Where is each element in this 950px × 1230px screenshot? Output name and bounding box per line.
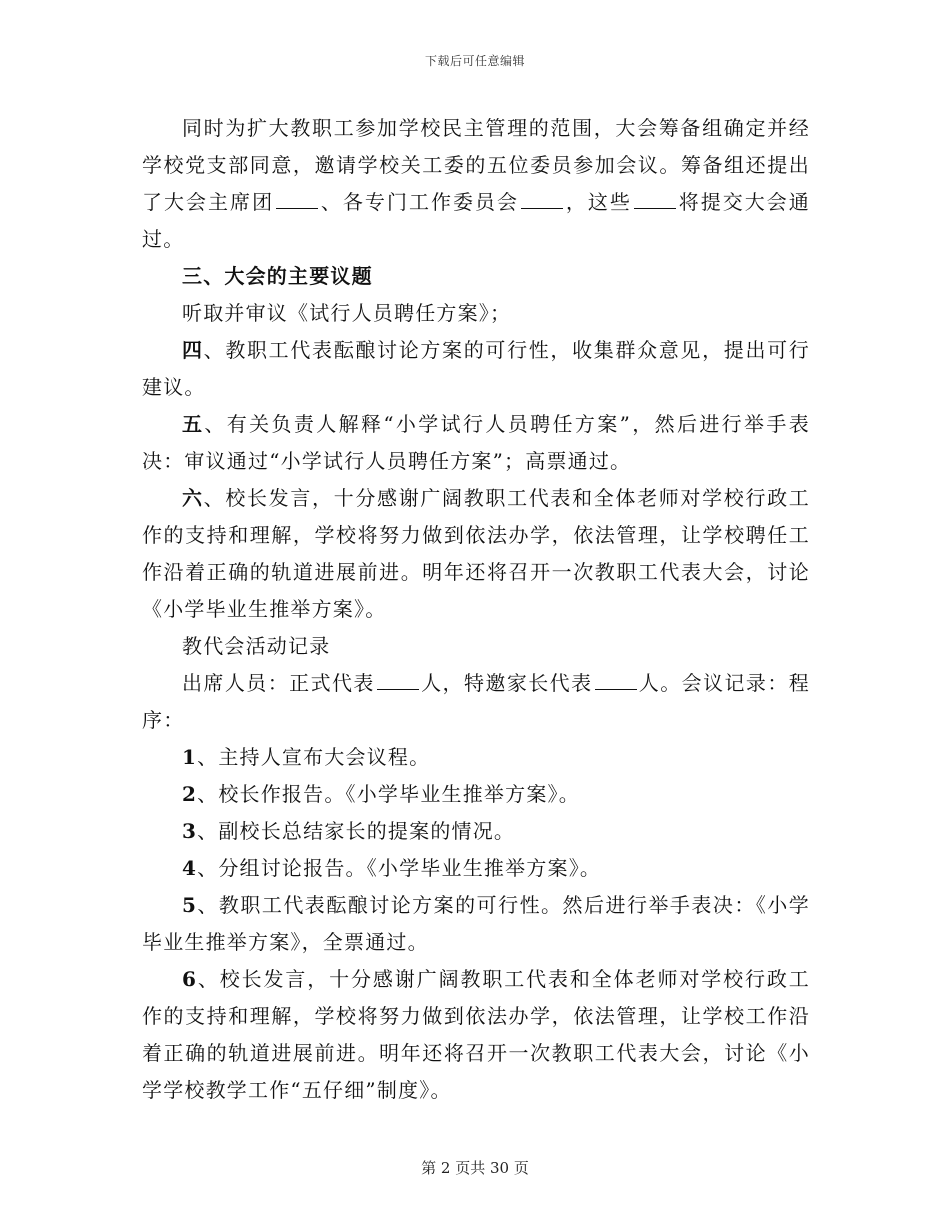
item-number: 3 [182, 819, 198, 843]
item-number: 1 [182, 745, 198, 769]
paragraph-text: 人，特邀家长代表 [420, 671, 593, 695]
paragraph-text: 、校长发言，十分感谢广阔教职工代表和全体老师对学校行政工作的支持和理解，学校将努力做到依法办学，依法管理，让学校聘任工作沿着正确的轨道进展前进。明年还将召开一次教职工代表大会，讨论《小学毕业生推举方案》。 [142, 486, 810, 621]
blank-line [377, 671, 419, 690]
paragraph-text: 将提交大会通过。 [142, 190, 810, 251]
paragraph-item-4 [142, 332, 810, 406]
paragraph-item-6 [142, 480, 810, 628]
paragraph-text: 、教职工代表酝酿讨论方案的可行性，收集群众意见，提出可行建议。 [142, 338, 810, 399]
paragraph-text: 人。会议记录：程序： [142, 671, 810, 732]
list-item-6 [142, 961, 810, 1109]
blank-line [276, 190, 318, 209]
paragraph-text: 、校长作报告。《小学毕业生推举方案》。 [197, 782, 580, 806]
item-number: 四 [182, 338, 204, 362]
item-number: 2 [182, 782, 198, 806]
item-number: 4 [182, 856, 198, 880]
item-number: 六 [182, 486, 204, 510]
paragraph-text: 、分组讨论报告。《小学毕业生推举方案》。 [197, 856, 602, 880]
paragraph-item-5 [142, 406, 810, 480]
blank-line [595, 671, 637, 690]
item-number: 5 [182, 893, 198, 917]
paragraph-text: 出席人员：正式代表 [182, 671, 375, 695]
paragraph-text: 同时为扩大教职工参加学校民主管理的范围，大会筹备组确定并经学校党支部同意，邀请学校关工委的五位委员参加会议。筹备组还提出了大会主席团 [142, 116, 810, 214]
blank-line [634, 190, 676, 209]
paragraph-text: 、主持人宣布大会议程。 [197, 745, 431, 769]
paragraph-record-title: 教代会活动记录 [182, 634, 331, 658]
paragraph-agenda: 听取并审议《试行人员聘任方案》； [182, 301, 512, 325]
page-footer: 第 2 页共 30 页 [421, 1159, 529, 1177]
blank-line [521, 190, 563, 209]
item-number: 五 [182, 412, 205, 436]
paragraph-text: 、校长发言，十分感谢广阔教职工代表和全体老师对学校行政工作的支持和理解，学校将努力做到依法办学，依法管理，让学校工作沿着正确的轨道进展前进。明年还将召开一次教职工代表大会，讨论《小学学校教学工作“五仔细”制度》。 [142, 967, 810, 1102]
paragraph-text: ，这些 [565, 190, 632, 214]
paragraph-text: 、有关负责人解释“小学试行人员聘任方案”，然后进行举手表决：审议通过“小学试行人员聘任方案”；高票通过。 [142, 412, 810, 473]
paragraph-text: 、教职工代表酝酿讨论方案的可行性。然后进行举手表决：《小学毕业生推举方案》，全票通过。 [142, 893, 810, 954]
paragraph-attendees [142, 665, 810, 739]
item-number: 6 [182, 967, 198, 991]
paragraph-committee [142, 110, 810, 258]
paragraph-text: 、副校长总结家长的提案的情况。 [197, 819, 516, 843]
page-header: 下载后可任意编辑 [424, 54, 525, 68]
document-body [142, 110, 810, 1109]
paragraph-text: 、各专门工作委员会 [320, 190, 520, 214]
list-item-4 [142, 850, 810, 887]
list-item-3 [142, 813, 810, 850]
section-heading: 三、大会的主要议题 [182, 264, 373, 288]
list-item-1 [142, 739, 810, 776]
list-item-2 [142, 776, 810, 813]
list-item-5 [142, 887, 810, 961]
